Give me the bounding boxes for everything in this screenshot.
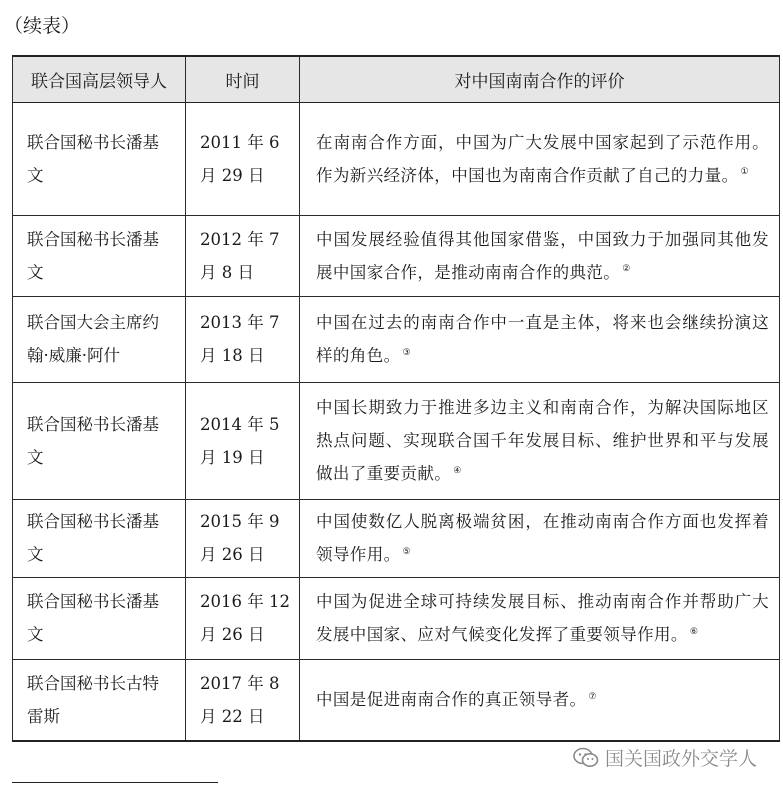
- evaluation-cell: [300, 659, 780, 741]
- leader-cell: 联合国秘书长潘基文: [13, 577, 186, 659]
- evaluation-text: 中国为促进全球可持续发展目标、推动南南合作并帮助广大发展中国家、应对气候变化发挥了重要领导作用。: [316, 592, 769, 644]
- date-cell: 2015 年 9 月 26 日: [186, 499, 300, 577]
- evaluation-cell: [300, 215, 780, 296]
- evaluation-cell: [300, 499, 780, 577]
- date-cell: 2012 年 7 月 8 日: [186, 215, 300, 296]
- footnote-marker[interactable]: ⑤: [402, 546, 411, 557]
- footnote-marker[interactable]: ④: [453, 465, 462, 476]
- evaluation-cell: [300, 382, 780, 499]
- evaluation-cell: [300, 577, 780, 659]
- watermark-text: 国关国政外交学人: [604, 748, 757, 770]
- table-row: [13, 382, 780, 499]
- watermark: [573, 744, 757, 771]
- leader-cell: 联合国秘书长古特雷斯: [13, 659, 186, 741]
- wechat-icon: [573, 747, 599, 769]
- evaluation-text: 中国长期致力于推进多边主义和南南合作，为解决国际地区热点问题、实现联合国千年发展目标、维护世界和平与发展做出了重要贡献。: [316, 398, 769, 483]
- table-row: [13, 102, 780, 215]
- date-cell: 2011 年 6 月 29 日: [186, 102, 300, 215]
- evaluation-text: 中国在过去的南南合作中一直是主体，将来也会继续扮演这样的角色。: [316, 313, 769, 365]
- date-cell: 2013 年 7 月 18 日: [186, 296, 300, 382]
- footnote-marker[interactable]: ②: [622, 264, 631, 274]
- footnote-marker[interactable]: ⑦: [588, 691, 597, 702]
- evaluation-text: 在南南合作方面，中国为广大发展中国家起到了示范作用。作为新兴经济体，中国也为南南合作贡献了自己的力量。: [316, 132, 769, 185]
- evaluation-cell: [300, 296, 780, 382]
- table-continued-caption: （续表）: [4, 15, 81, 37]
- leader-cell: 联合国大会主席约翰·威廉·阿什: [13, 296, 186, 382]
- table-row: [13, 659, 780, 741]
- header-evaluation: 对中国南南合作的评价: [300, 56, 780, 102]
- evaluation-cell: [300, 102, 780, 215]
- date-cell: 2017 年 8 月 22 日: [186, 659, 300, 741]
- date-cell: 2014 年 5 月 19 日: [186, 382, 300, 499]
- table-row: [13, 215, 780, 296]
- leader-cell: 联合国秘书长潘基文: [13, 382, 186, 499]
- footnote-divider: [12, 782, 218, 783]
- footnote-marker[interactable]: ①: [740, 167, 749, 177]
- leader-cell: 联合国秘书长潘基文: [13, 499, 186, 577]
- header-date: 时间: [186, 56, 300, 102]
- evaluation-text: 中国是促进南南合作的真正领导者。: [316, 690, 587, 710]
- evaluation-text: 中国发展经验值得其他国家借鉴，中国致力于加强同其他发展中国家合作，是推动南南合作的典范。: [316, 229, 769, 282]
- leader-cell: 联合国秘书长潘基文: [13, 102, 186, 215]
- leader-cell: 联合国秘书长潘基文: [13, 215, 186, 296]
- evaluation-text: 中国使数亿人脱离极端贫困，在推动南南合作方面也发挥着领导作用。: [316, 512, 769, 564]
- table-row: [13, 577, 780, 659]
- evaluation-table: [12, 55, 780, 742]
- table-header-row: [13, 56, 780, 102]
- table-row: [13, 499, 780, 577]
- table-row: [13, 296, 780, 382]
- date-cell: 2016 年 12 月 26 日: [186, 577, 300, 659]
- header-leader: 联合国高层领导人: [13, 56, 186, 102]
- footnote-marker[interactable]: ③: [402, 347, 411, 358]
- footnote-marker[interactable]: ⑥: [689, 626, 699, 637]
